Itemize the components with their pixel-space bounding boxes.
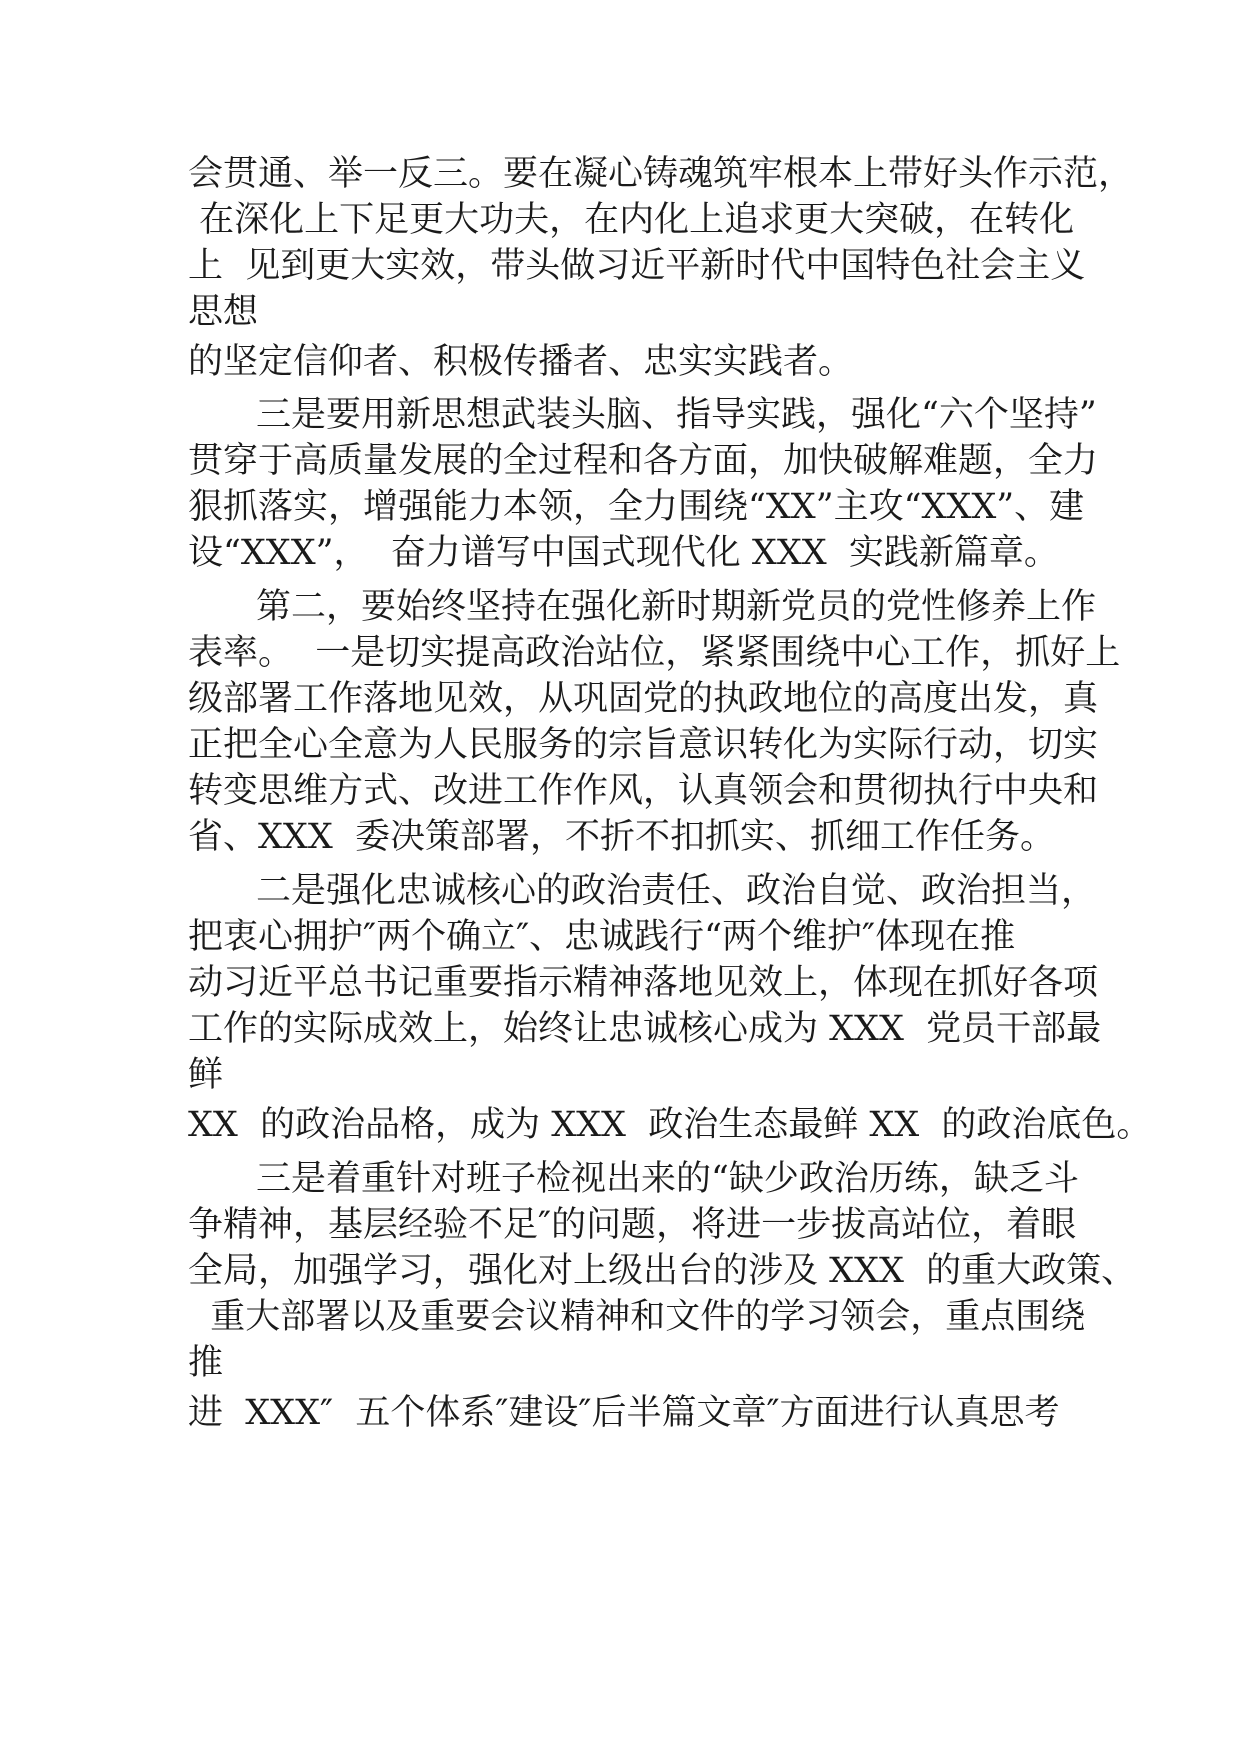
text-line: 狠抓落实，增强能力本领，全力围绕“XX”主攻“XXX”、建 [188, 487, 1085, 527]
text-line: 思想 [188, 292, 259, 332]
text-line: 重大部署以及重要会议精神和文件的学习领会，重点围绕 [188, 1297, 1086, 1337]
text-line: 的坚定信仰者、积极传播者、忠实实践者。 [188, 342, 854, 382]
text-line: 在深化上下足更大功夫，在内化上追求更大突破，在转化 [188, 200, 1075, 240]
text-line: 省、XXX 委决策部署，不折不扣抓实、抓细工作任务。 [188, 817, 1056, 857]
text-line: 正把全心全意为人民服务的宗旨意识转化为实际行动，切实 [188, 725, 1099, 765]
text-line: 争精神，基层经验不足″的问题，将进一步拔高站位，着眼 [188, 1205, 1077, 1245]
paragraph-first-line: 三是要用新思想武装头脑、指导实践，强化“六个坚持” [256, 395, 1097, 435]
text-line: 转变思维方式、改进工作作风，认真领会和贯彻执行中央和 [188, 771, 1099, 811]
text-line: 把衷心拥护″两个确立″、忠诚践行“两个维护″体现在推 [188, 917, 1016, 957]
paragraph-first-line: 二是强化忠诚核心的政治责任、政治自觉、政治担当， [256, 871, 1097, 911]
text-line: 会贯通、举一反三。要在凝心铸魂筑牢根本上带好头作示范， [188, 154, 1134, 194]
text-line: 全局，加强学习，强化对上级出台的涉及 XXX 的重大政策、 [188, 1251, 1137, 1291]
text-line: 推 [188, 1343, 224, 1383]
text-line: 设“XXX”， 奋力谱写中国式现代化 XXX 实践新篇章。 [188, 533, 1059, 573]
text-line: 动习近平总书记重要指示精神落地见效上，体现在抓好各项 [188, 963, 1099, 1003]
paragraph-first-line: 第二，要始终坚持在强化新时期新党员的党性修养上作 [256, 587, 1097, 627]
text-line: 表率。 一是切实提高政治站位，紧紧围绕中心工作，抓好上 [188, 633, 1121, 673]
text-line: 鲜 [188, 1055, 224, 1095]
text-line: XX 的政治品格，成为 XXX 政治生态最鲜 XX 的政治底色。 [188, 1105, 1152, 1145]
text-line: 工作的实际成效上，始终让忠诚核心成为 XXX 党员干部最 [188, 1009, 1102, 1049]
text-line: 进 XXX″ 五个体系″建设″后半篇文章″方面进行认真思考 [188, 1393, 1060, 1433]
text-line: 级部署工作落地见效，从巩固党的执政地位的高度出发，真 [188, 679, 1099, 719]
text-line: 上 见到更大实效，带头做习近平新时代中国特色社会主义 [188, 246, 1086, 286]
text-line: 贯穿于高质量发展的全过程和各方面，加快破解难题，全力 [188, 441, 1099, 481]
paragraph-first-line: 三是着重针对班子检视出来的“缺少政治历练，缺乏斗 [256, 1159, 1079, 1199]
